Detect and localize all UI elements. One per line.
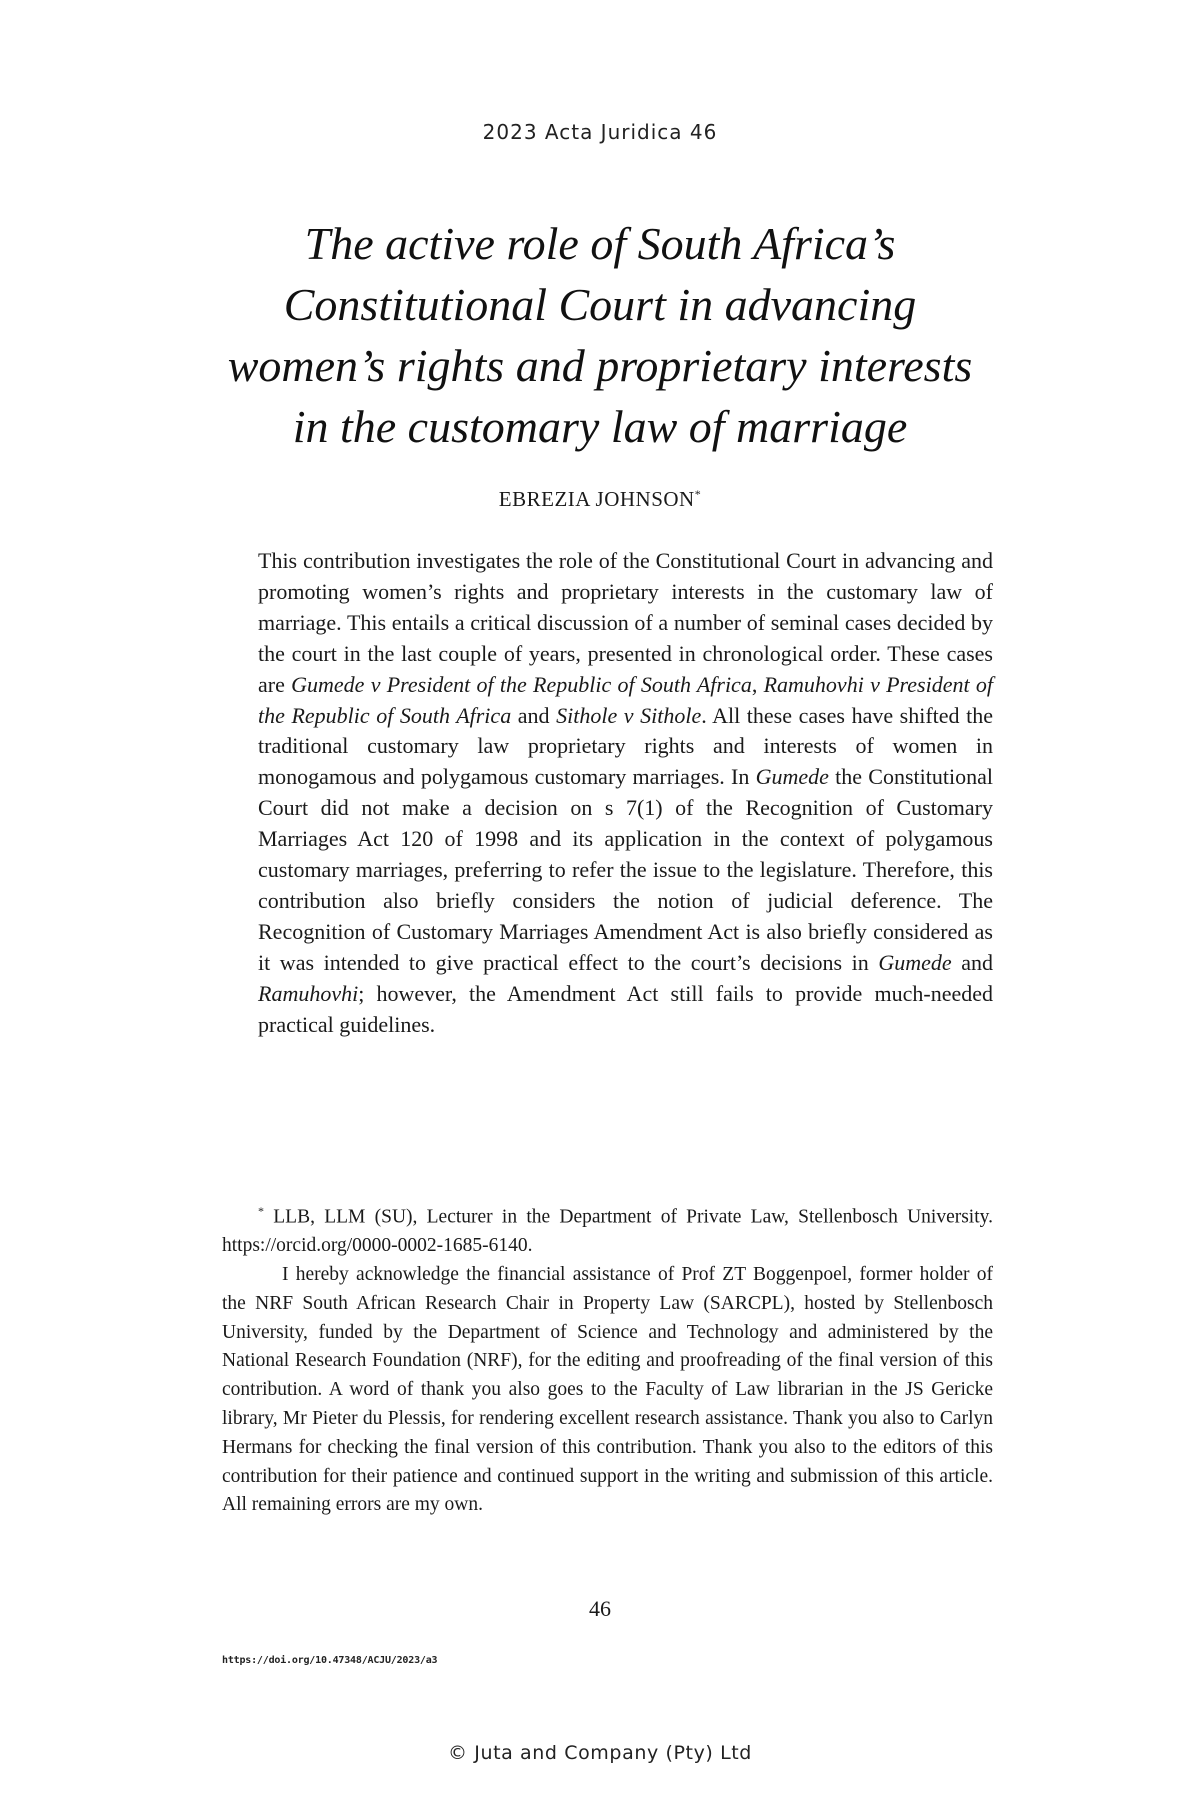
- doi-link[interactable]: https://doi.org/10.47348/ACJU/2023/a3: [222, 1655, 438, 1666]
- case-name: Ramuhovhi: [258, 980, 359, 1006]
- title-line: women’s rights and proprietary interests: [227, 340, 973, 391]
- title-line: The active role of South Africa’s: [304, 218, 896, 269]
- case-name: Gumede: [878, 949, 952, 975]
- title-line: in the customary law of marriage: [292, 401, 908, 452]
- article-title: [150, 213, 1050, 457]
- case-name: Ramuhovhi v President of the Republic of South Africa: [258, 671, 993, 728]
- author-name: [0, 487, 1200, 512]
- case-name: Gumede: [755, 764, 829, 790]
- abstract-text: ; however, the Amendment Act still fails to provide much-needed practical guidelines.: [258, 980, 993, 1037]
- case-name: Sithole v Sithole: [556, 702, 702, 728]
- footnote-author: [222, 1197, 993, 1261]
- abstract-text: and: [951, 949, 993, 975]
- running-header: 2023 Acta Juridica 46: [482, 120, 718, 144]
- copyright-notice: © Juta and Company (Pty) Ltd: [448, 1742, 752, 1764]
- footnote-acknowledgement: I hereby acknowledge the financial assistance of Prof ZT Boggenpoel, former holder of the NRF South African Research Chair in Property Law (SARCPL), hosted by Stellenbosch University, funded by the Department of Science and Technology and administered by the National Research Foundation (NRF), for the editing and proofreading of the final version of this contribution. A word of thank you also goes to the Faculty of Law librarian in the JS Gericke library, Mr Pieter du Plessis, for rendering excellent research assistance. Thank you also to Carlyn Hermans for checking the final version of this contribution. Thank you also to the editors of this contribution for their patience and continued support in the writing and submission of this article. All remaining errors are my own.: [222, 1264, 993, 1516]
- author-name-text: EBREZIA JOHNSON: [498, 487, 695, 511]
- footnote-author-text: LLB, LLM (SU), Lecturer in the Department of Private Law, Stellenbosch University. https://orcid.org/0000-0002-1685-6140.: [222, 1206, 993, 1257]
- abstract-text: and: [511, 702, 557, 728]
- footnotes: [222, 1197, 993, 1520]
- case-name: Gumede v President of the Republic of South Africa: [291, 671, 752, 697]
- abstract-text: the Constitutional Court did not make a decision on s 7(1) of the Recognition of Customary Marriages Act 120 of 1998 and its application in the context of polygamous customary marriages, preferring to refer the issue to the legislature. Therefore, this contribution also briefly considers the notion of judicial deference. The Recognition of Customary Marriages Amendment Act is also briefly considered as it was intended to give practical effect to the court’s decisions in: [258, 764, 993, 975]
- abstract-text: This contribution investigates the role of the Constitutional Court in advancing and promoting women’s rights and proprietary interests in the customary law of marriage. This entails a critical discussion of a number of seminal cases decided by the court in the last couple of years, presented in chronological order. These cases are: [258, 548, 993, 697]
- abstract: [258, 546, 993, 1041]
- page-number: 46: [589, 1596, 611, 1621]
- abstract-text: . All these cases have shifted the traditional customary law proprietary rights and interests of women in monogamous and polygamous customary marriages. In: [258, 702, 994, 790]
- title-line: Constitutional Court in advancing: [283, 279, 917, 330]
- footnote-mark: *: [258, 1204, 264, 1218]
- author-footnote-mark: *: [694, 487, 702, 501]
- abstract-text: ,: [751, 671, 764, 697]
